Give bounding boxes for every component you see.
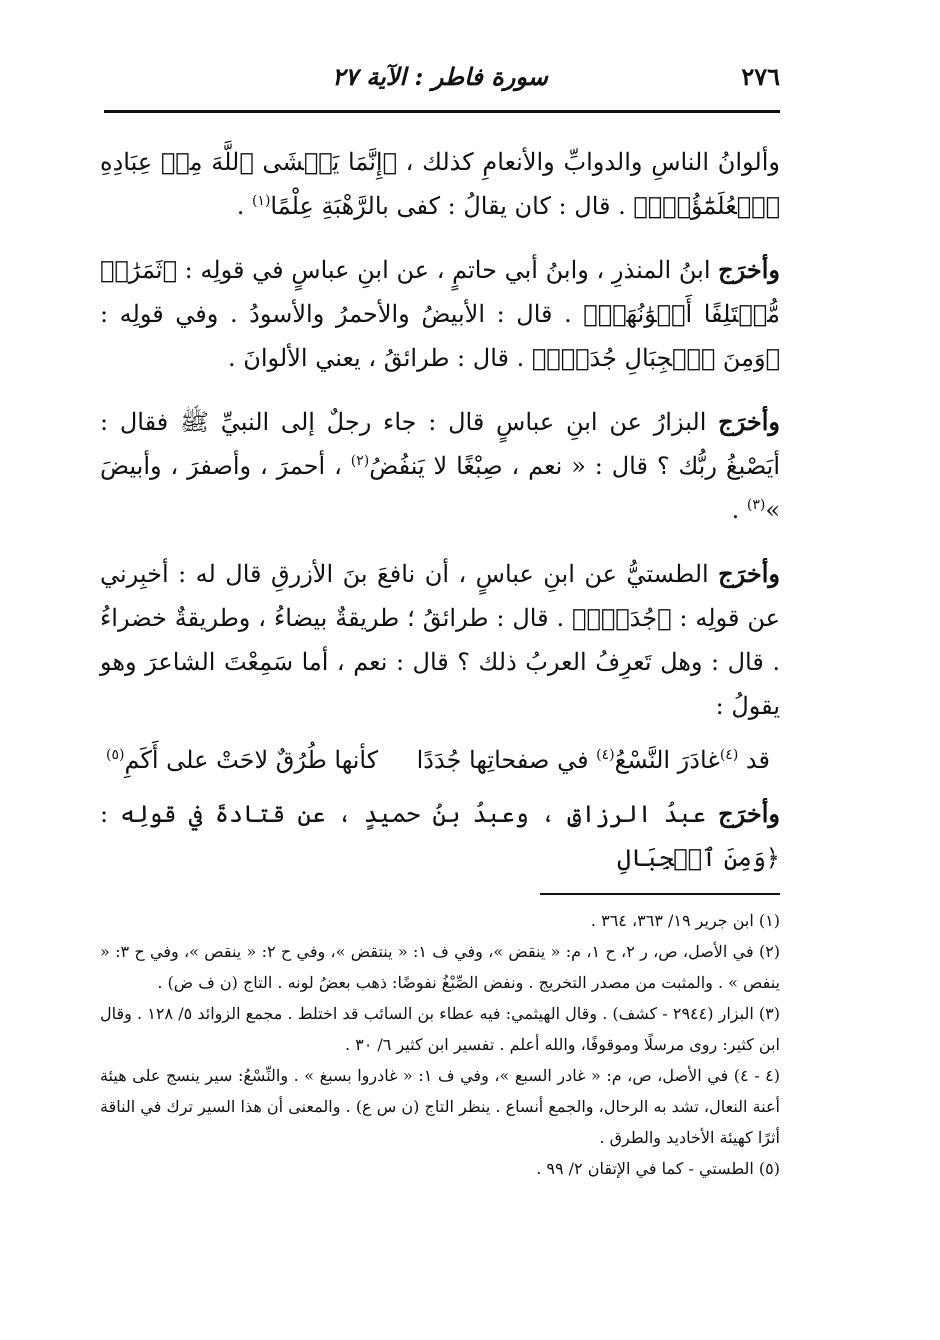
footnote-3: (٣) البزار (٢٩٤٤ - كشف) . وقال الهيثمي: فيه عطاء بن السائب قد اختلط . مجمع الزوائد ٥/ ١٢٨ . وقال ابن كثير: روى مرسلًا وموقوفًا، والله أعلم . تفسير ابن كثير ٦/ ٣٠ . — [100, 1004, 780, 1054]
paragraph-text: الطستيُّ عن ابنِ عباسٍ ، أن نافعَ بنَ الأزرقِ قال له : أخبِرني عن قولِه : ﴿جُدَدُۢ﴾ . قال : طرائقُ ؛ طريقةٌ بيضاءُ ، وطريقةٌ خضراءُ . قال : وهل تَعرِفُ العربُ ذلك ؟ قال : نعم ، أما سَمِعْتَ الشاعرَ وهو يقولُ : — [100, 560, 780, 720]
poetry-verse — [100, 738, 780, 782]
footnote-1: (١) ابن جرير ١٩/ ٣٦٣، ٣٦٤ . — [590, 911, 780, 930]
verse-text: كأنها طُرُقٌ لاحَتْ على أَكَمِ — [124, 746, 379, 774]
verse-first-hemistich — [417, 738, 770, 782]
footnotes — [100, 905, 780, 1184]
header-rule — [104, 110, 780, 113]
paragraph-5 — [100, 792, 780, 880]
footnote-ref: (١) — [251, 193, 271, 209]
paragraph-text: البزارُ عن ابنِ عباسٍ قال : جاء رجلٌ إلى النبيِّ ﷺ فقال : أيَصْبغُ ربُّك ؟ قال : « نعم ، صِبْغًا لا يَنفُضُ — [100, 408, 780, 480]
paragraph-2 — [100, 248, 780, 380]
paragraph-text: عبدُ الرزاقِ ، وعبدُ بنُ حميدٍ ، عن قتادةَ في قولِه : ﴿وَمِنَ ٱلۡجِبَالِ — [100, 800, 780, 872]
verse-text: قد — [738, 746, 770, 774]
paragraph-text: ، أحمرَ ، وأصفرَ ، وأبيضَ » — [100, 452, 780, 524]
verse-text: غادَرَ النَّسْعُ — [614, 746, 720, 774]
footnote-4: (٤ - ٤) في الأصل، ص، م: « غادر السبع »، وفي ف ١: « غادروا بسبغ » . والنِّسْعُ: سير ينسج على هيئة أعنة النعال، تشد به الرحال، والجمع أنساع . ينظر التاج (ن س ع) . والمعنى أن هذا السير ترك في الناقة أثرًا كهيئة الأخاديد والطرق . — [100, 1066, 781, 1147]
paragraph-text: وألوانُ الناسِ والدوابِّ والأنعامِ كذلك ، ﴿إِنَّمَا يَخۡشَى ٱللَّهَ مِنۡ عِبَادِهِ ٱلۡعُلَمَٰٓؤُاْۗ﴾ . قال : كان يقالُ : كفى بالرَّهْبَةِ عِلْمًا — [100, 148, 780, 220]
verse-text: في صفحاتِها جُدَدًا — [416, 746, 597, 774]
footnote-5: (٥) الطستي - كما في الإتقان ٢/ ٩٩ . — [536, 1159, 780, 1178]
paragraph-3 — [100, 400, 780, 532]
page-header — [100, 62, 780, 102]
footnote-ref: (٤) — [596, 747, 615, 763]
paragraph-4 — [100, 552, 780, 728]
lead-word: وأخرَج — [718, 255, 780, 284]
footnote-ref: (٣) — [746, 497, 766, 513]
footnote-ref: (٢) — [350, 453, 370, 469]
lead-word: وأخرَج — [718, 407, 780, 436]
lead-word: وأخرَج — [718, 559, 780, 588]
footnote-ref: (٤) — [719, 747, 739, 763]
footnote-ref: (٥) — [106, 747, 125, 763]
paragraph-1 — [100, 140, 780, 228]
paragraph-text: ابنُ المنذرِ ، وابنُ أبي حاتمٍ ، عن ابنِ عباسٍ في قولِه : ﴿ثَمَرَٰتٖ مُّخۡتَلِفًا أَلۡوَٰنُهَاۚ﴾ . قال : الأبيضُ والأحمرُ والأسودُ . وفي قولِه : ﴿وَمِنَ ٱلۡجِبَالِ جُدَدُۢ﴾ . قال : طرائقُ ، يعني الألوانَ . — [100, 256, 780, 372]
lead-word: وأخرَج — [718, 799, 780, 828]
footnote-rule — [540, 893, 780, 895]
main-text — [100, 140, 780, 900]
paragraph-end: . — [236, 192, 252, 220]
running-title: سورة فاطر : الآية ٢٧ — [332, 62, 548, 91]
page-number: ٢٧٦ — [741, 62, 780, 91]
verse-second-hemistich — [106, 738, 378, 782]
paragraph-end: . — [731, 496, 747, 524]
footnote-2: (٢) في الأصل، ص، ر ٢، ح ١، م: « ينقض »، وفي ف ١: « ينتقض »، وفي ح ٢: « ينقص »، وفي ح ٣: « ينفص » . والمثبت من مصدر التخريج . ونفض الصِّبْغُ نفوضًا: ذهب بعضُ لونه . التاج (ن ف ض) . — [100, 942, 781, 992]
